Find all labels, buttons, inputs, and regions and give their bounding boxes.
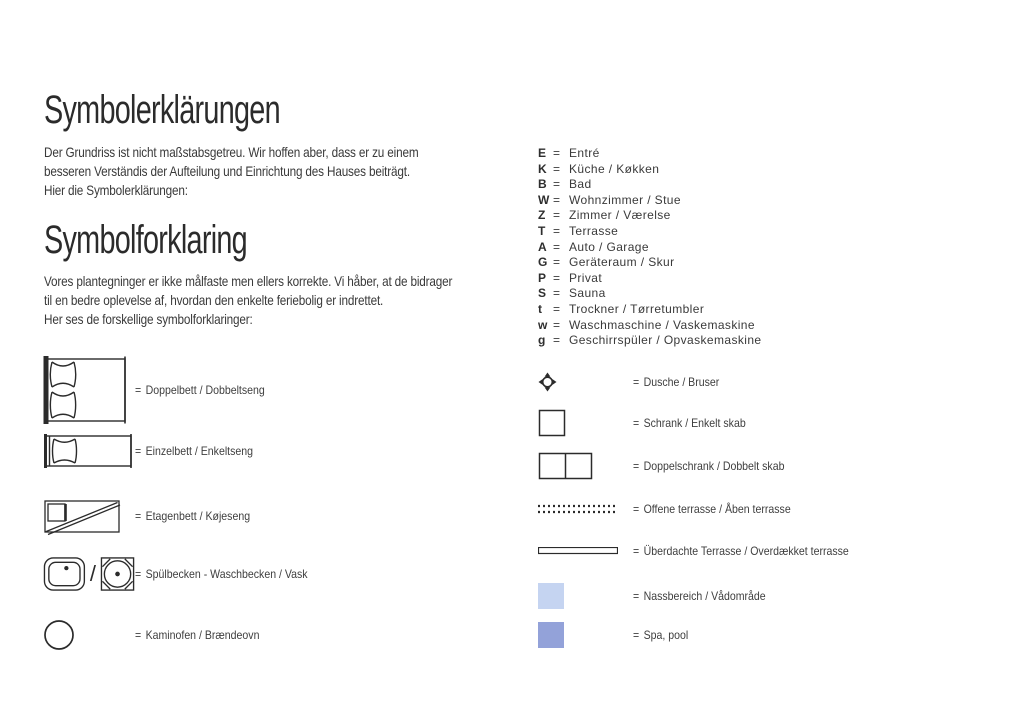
legend-row-covered-terrace bbox=[538, 543, 878, 559]
danish-intro bbox=[44, 272, 530, 329]
symbol-label: = Schrank / Enkelt skab bbox=[633, 416, 746, 430]
legend-row-open-terrace bbox=[538, 501, 812, 517]
kitchen-sink-icon bbox=[43, 555, 86, 593]
single-cabinet-icon bbox=[538, 409, 633, 437]
legend-row-bunk-bed bbox=[43, 496, 266, 536]
double-cabinet-icon bbox=[538, 452, 633, 480]
equals-sign: = bbox=[633, 628, 640, 642]
equals-sign: = bbox=[633, 459, 640, 473]
intro-line: Der Grundriss ist nicht maßstabsgetreu. Wir hoffen aber, dass er zu einem bbox=[44, 144, 419, 160]
legend-row bbox=[538, 240, 761, 256]
legend-row bbox=[538, 162, 761, 178]
symbol-label: = Spa, pool bbox=[633, 628, 689, 642]
legend-text: Zimmer / Værelse bbox=[569, 208, 671, 223]
intro-line: til en bedre oplevelse af, hvordan den enkelte feriebolig er indrettet. bbox=[44, 292, 384, 308]
letter-legend bbox=[538, 146, 761, 349]
equals-sign: = bbox=[135, 444, 142, 458]
equals-sign: = bbox=[553, 239, 561, 254]
legend-row bbox=[538, 193, 761, 209]
legend-text: Geräteraum / Skur bbox=[569, 255, 675, 270]
equals-sign: = bbox=[553, 301, 561, 316]
equals-sign: = bbox=[553, 270, 561, 285]
legend-row bbox=[538, 208, 761, 224]
shower-icon bbox=[538, 372, 633, 392]
symbol-label: = Doppelbett / Dobbeltseng bbox=[135, 383, 265, 397]
single-bed-icon bbox=[43, 434, 135, 468]
legend-row bbox=[538, 318, 761, 334]
legend-row bbox=[538, 302, 761, 318]
legend-row-wet-area bbox=[538, 582, 784, 609]
legend-text: Sauna bbox=[569, 286, 606, 301]
legend-row-double-cabinet bbox=[538, 452, 805, 480]
german-title: Symbolerklärungen bbox=[44, 88, 280, 132]
intro-line: Her ses de forskellige symbolforklaringer: bbox=[44, 311, 253, 327]
bunk-bed-icon bbox=[43, 496, 135, 536]
equals-sign: = bbox=[553, 333, 561, 348]
equals-sign: = bbox=[135, 509, 142, 523]
legend-row-shower bbox=[538, 370, 731, 394]
washbasin-icon bbox=[100, 555, 135, 593]
legend-row-cabinet bbox=[538, 409, 761, 437]
legend-text: Küche / Køkken bbox=[569, 161, 660, 176]
equals-sign: = bbox=[633, 544, 640, 558]
equals-sign: = bbox=[553, 286, 561, 301]
intro-line: besseren Verständis der Aufteilung und Einrichtung des Hauses beiträgt. bbox=[44, 163, 410, 179]
symbol-label: = Überdachte Terrasse / Overdækket terrasse bbox=[633, 544, 849, 558]
legend-text: Entré bbox=[569, 146, 600, 160]
equals-sign: = bbox=[553, 146, 561, 160]
legend-text: Wohnzimmer / Stue bbox=[569, 192, 681, 207]
legend-row-spa-pool bbox=[538, 621, 696, 649]
slash-separator: / bbox=[89, 561, 96, 586]
legend-letter: S bbox=[538, 286, 547, 301]
legend-row bbox=[538, 177, 761, 193]
legend-row bbox=[538, 271, 761, 287]
equals-sign: = bbox=[633, 588, 640, 603]
legend-text: Bad bbox=[569, 177, 592, 192]
legend-letter: T bbox=[538, 223, 546, 238]
equals-sign: = bbox=[553, 317, 561, 332]
equals-sign: = bbox=[553, 208, 561, 223]
legend-letter: G bbox=[538, 255, 548, 270]
legend-letter: P bbox=[538, 270, 547, 285]
equals-sign: = bbox=[633, 416, 640, 430]
equals-sign: = bbox=[553, 161, 561, 176]
symbol-label: = Dusche / Bruser bbox=[633, 375, 720, 389]
symbol-label: = Etagenbett / Køjeseng bbox=[135, 509, 251, 523]
legend-row-single-bed bbox=[43, 434, 269, 468]
legend-row bbox=[538, 286, 761, 302]
legend-text: Auto / Garage bbox=[569, 239, 649, 254]
legend-text: Waschmaschine / Vaskemaskine bbox=[569, 317, 755, 332]
equals-sign: = bbox=[633, 502, 640, 516]
danish-title: Symbolforklaring bbox=[44, 218, 247, 262]
equals-sign: = bbox=[553, 255, 561, 270]
symbol-label: = Einzelbett / Enkeltseng bbox=[135, 444, 254, 458]
symbol-label: = Doppelschrank / Dobbelt skab bbox=[633, 459, 785, 473]
wood-stove-icon bbox=[43, 619, 135, 651]
spa-pool-swatch bbox=[538, 622, 633, 648]
legend-letter: Z bbox=[538, 208, 546, 223]
symbol-label: = Spülbecken - Waschbecken / Vask bbox=[135, 567, 308, 581]
equals-sign: = bbox=[553, 192, 561, 207]
equals-sign: = bbox=[553, 177, 561, 192]
equals-sign: = bbox=[135, 628, 142, 642]
legend-letter: A bbox=[538, 239, 548, 254]
intro-line: Hier die Symbolerklärungen: bbox=[44, 182, 188, 198]
wet-area-swatch bbox=[538, 583, 633, 609]
wet-area-color bbox=[538, 583, 564, 609]
legend-row-double-bed bbox=[43, 356, 282, 424]
double-bed-icon bbox=[43, 356, 135, 424]
intro-line: Vores plantegninger er ikke målfaste men ellers korrekte. Vi håber, at de bidrager bbox=[44, 273, 453, 289]
legend-text: Privat bbox=[569, 270, 603, 285]
legend-text: Geschirrspüler / Opvaskemaskine bbox=[569, 333, 762, 348]
legend-letter: w bbox=[538, 317, 548, 332]
legend-row-stove bbox=[43, 619, 276, 651]
open-terrace-icon bbox=[538, 504, 633, 514]
legend-text: Terrasse bbox=[569, 223, 619, 238]
legend-letter: W bbox=[538, 192, 550, 207]
sink-icons bbox=[43, 555, 135, 593]
spa-pool-color bbox=[538, 622, 564, 648]
equals-sign: = bbox=[553, 223, 561, 238]
legend-row bbox=[538, 146, 761, 162]
legend-letter: g bbox=[538, 333, 546, 348]
legend-letter: E bbox=[538, 146, 547, 160]
legend-letter: t bbox=[538, 301, 543, 316]
legend-letter: B bbox=[538, 177, 548, 192]
legend-row bbox=[538, 255, 761, 271]
equals-sign: = bbox=[135, 567, 142, 581]
symbol-label: = Kaminofen / Brændeovn bbox=[135, 628, 260, 642]
legend-row bbox=[538, 333, 761, 349]
german-intro bbox=[44, 143, 490, 200]
legend-row-sink bbox=[43, 554, 331, 594]
legend-row bbox=[538, 224, 761, 240]
equals-sign: = bbox=[135, 383, 142, 397]
equals-sign: = bbox=[633, 375, 640, 389]
symbol-label: = Nassbereich / Vådområde bbox=[633, 588, 766, 603]
legend-text: Trockner / Tørretumbler bbox=[569, 301, 705, 316]
symbol-label: = Offene terrasse / Åben terrasse bbox=[633, 502, 791, 516]
legend-letter: K bbox=[538, 161, 548, 176]
covered-terrace-icon bbox=[538, 547, 633, 555]
